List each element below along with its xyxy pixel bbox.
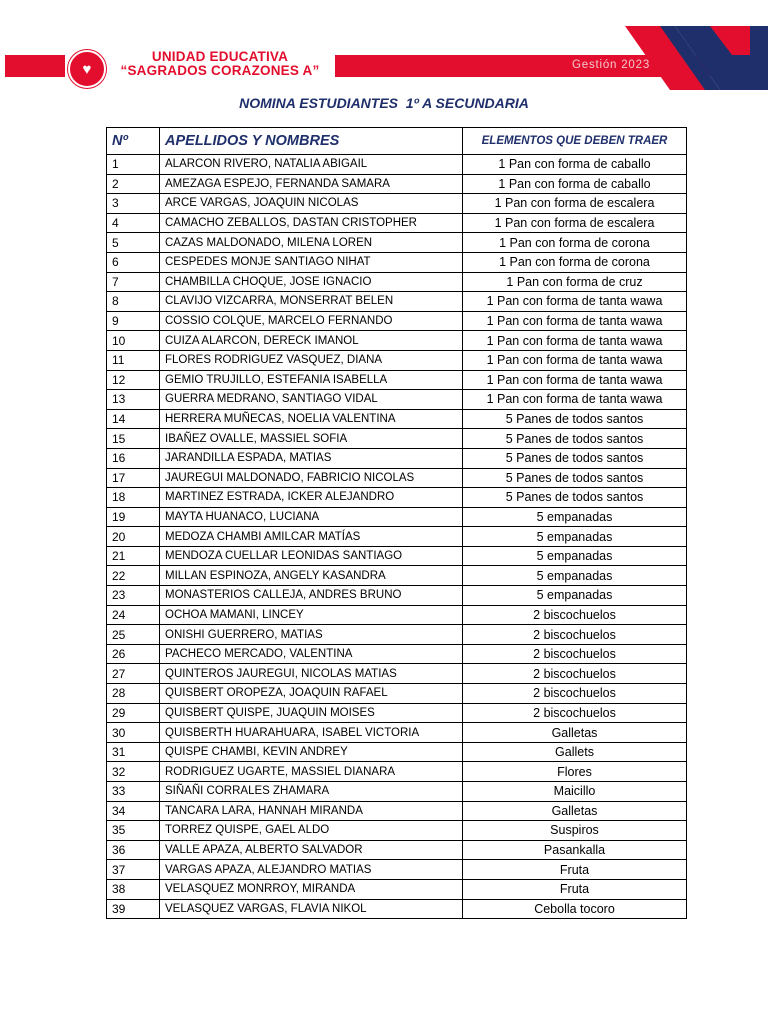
student-name: ONISHI GUERRERO, MATIAS: [160, 625, 463, 645]
student-name: HERRERA MUÑECAS, NOELIA VALENTINA: [160, 409, 463, 429]
student-name: TANCARA LARA, HANNAH MIRANDA: [160, 801, 463, 821]
school-name-line1: UNIDAD EDUCATIVA: [151, 49, 289, 64]
table-row: [107, 605, 687, 625]
student-name: VELASQUEZ MONRROY, MIRANDA: [160, 879, 463, 899]
student-name: MILLAN ESPINOZA, ANGELY KASANDRA: [160, 566, 463, 586]
row-number: 20: [107, 527, 160, 547]
student-name: JARANDILLA ESPADA, MATIAS: [160, 448, 463, 468]
student-name: QUISBERT QUISPE, JUAQUIN MOISES: [160, 703, 463, 723]
table-row: [107, 684, 687, 704]
school-name: [110, 50, 330, 78]
student-name: QUISPE CHAMBI, KEVIN ANDREY: [160, 742, 463, 762]
student-name: CAMACHO ZEBALLOS, DASTAN CRISTOPHER: [160, 213, 463, 233]
student-name: OCHOA MAMANI, LINCEY: [160, 605, 463, 625]
row-number: 2: [107, 174, 160, 194]
row-number: 3: [107, 194, 160, 214]
required-item: 5 Panes de todos santos: [463, 429, 687, 449]
required-item: 5 Panes de todos santos: [463, 468, 687, 488]
row-number: 39: [107, 899, 160, 919]
student-name: ARCE VARGAS, JOAQUIN NICOLAS: [160, 194, 463, 214]
required-item: 2 biscochuelos: [463, 605, 687, 625]
required-item: Gallets: [463, 742, 687, 762]
row-number: 1: [107, 155, 160, 175]
row-number: 28: [107, 684, 160, 704]
row-number: 15: [107, 429, 160, 449]
table-row: [107, 566, 687, 586]
row-number: 14: [107, 409, 160, 429]
table-row: [107, 252, 687, 272]
table-row: [107, 644, 687, 664]
row-number: 37: [107, 860, 160, 880]
corner-decoration-icon: [600, 0, 768, 100]
student-name: JAUREGUI MALDONADO, FABRICIO NICOLAS: [160, 468, 463, 488]
table-row: [107, 213, 687, 233]
row-number: 33: [107, 782, 160, 802]
student-name: CESPEDES MONJE SANTIAGO NIHAT: [160, 252, 463, 272]
student-name: QUISBERT OROPEZA, JOAQUIN RAFAEL: [160, 684, 463, 704]
row-number: 17: [107, 468, 160, 488]
required-item: 1 Pan con forma de tanta wawa: [463, 370, 687, 390]
student-name: PACHECO MERCADO, VALENTINA: [160, 644, 463, 664]
table-row: [107, 782, 687, 802]
required-item: Flores: [463, 762, 687, 782]
school-crest-icon: ♥: [68, 50, 106, 88]
required-item: 1 Pan con forma de tanta wawa: [463, 311, 687, 331]
row-number: 5: [107, 233, 160, 253]
row-number: 19: [107, 507, 160, 527]
student-name: TORREZ QUISPE, GAEL ALDO: [160, 821, 463, 841]
table-row: [107, 409, 687, 429]
student-name: IBAÑEZ OVALLE, MASSIEL SOFIA: [160, 429, 463, 449]
student-name: CHAMBILLA CHOQUE, JOSE IGNACIO: [160, 272, 463, 292]
student-name: VARGAS APAZA, ALEJANDRO MATIAS: [160, 860, 463, 880]
table-row: [107, 801, 687, 821]
row-number: 35: [107, 821, 160, 841]
required-item: Suspiros: [463, 821, 687, 841]
row-number: 29: [107, 703, 160, 723]
table-row: [107, 821, 687, 841]
row-number: 4: [107, 213, 160, 233]
table-row: [107, 194, 687, 214]
required-item: 1 Pan con forma de tanta wawa: [463, 390, 687, 410]
row-number: 13: [107, 390, 160, 410]
required-item: 5 empanadas: [463, 566, 687, 586]
required-item: 5 empanadas: [463, 586, 687, 606]
required-item: Maicillo: [463, 782, 687, 802]
row-number: 12: [107, 370, 160, 390]
required-item: 1 Pan con forma de caballo: [463, 155, 687, 175]
document-title: [0, 95, 768, 111]
table-header-row: [107, 128, 687, 155]
row-number: 7: [107, 272, 160, 292]
row-number: 22: [107, 566, 160, 586]
table-body: [107, 155, 687, 919]
table-row: [107, 625, 687, 645]
student-name: GUERRA MEDRANO, SANTIAGO VIDAL: [160, 390, 463, 410]
required-item: 1 Pan con forma de cruz: [463, 272, 687, 292]
required-item: 5 Panes de todos santos: [463, 488, 687, 508]
required-item: 1 Pan con forma de escalera: [463, 194, 687, 214]
column-header-items: ELEMENTOS QUE DEBEN TRAER: [463, 128, 687, 155]
student-name: VALLE APAZA, ALBERTO SALVADOR: [160, 840, 463, 860]
required-item: 2 biscochuelos: [463, 664, 687, 684]
school-name-line2: “SAGRADOS CORAZONES A”: [120, 63, 320, 78]
row-number: 6: [107, 252, 160, 272]
table-row: [107, 155, 687, 175]
row-number: 11: [107, 350, 160, 370]
column-header-names: APELLIDOS Y NOMBRES: [160, 128, 463, 155]
student-name: QUINTEROS JAUREGUI, NICOLAS MATIAS: [160, 664, 463, 684]
student-name: AMEZAGA ESPEJO, FERNANDA SAMARA: [160, 174, 463, 194]
student-name: RODRIGUEZ UGARTE, MASSIEL DIANARA: [160, 762, 463, 782]
row-number: 18: [107, 488, 160, 508]
table-row: [107, 429, 687, 449]
table-row: [107, 233, 687, 253]
table-row: [107, 350, 687, 370]
required-item: Cebolla tocoro: [463, 899, 687, 919]
row-number: 30: [107, 723, 160, 743]
row-number: 31: [107, 742, 160, 762]
required-item: 1 Pan con forma de tanta wawa: [463, 350, 687, 370]
gestion-year: Gestión 2023: [572, 59, 651, 71]
table-row: [107, 311, 687, 331]
required-item: Galletas: [463, 723, 687, 743]
required-item: 2 biscochuelos: [463, 703, 687, 723]
required-item: 1 Pan con forma de caballo: [463, 174, 687, 194]
required-item: 1 Pan con forma de escalera: [463, 213, 687, 233]
student-name: VELASQUEZ VARGAS, FLAVIA NIKOL: [160, 899, 463, 919]
table-row: [107, 586, 687, 606]
table-row: [107, 879, 687, 899]
row-number: 10: [107, 331, 160, 351]
row-number: 9: [107, 311, 160, 331]
student-name: MENDOZA CUELLAR LEONIDAS SANTIAGO: [160, 546, 463, 566]
required-item: 5 empanadas: [463, 507, 687, 527]
required-item: 5 Panes de todos santos: [463, 448, 687, 468]
row-number: 32: [107, 762, 160, 782]
student-name: MARTINEZ ESTRADA, ICKER ALEJANDRO: [160, 488, 463, 508]
table-row: [107, 703, 687, 723]
required-item: 1 Pan con forma de tanta wawa: [463, 331, 687, 351]
row-number: 23: [107, 586, 160, 606]
table-row: [107, 468, 687, 488]
required-item: 1 Pan con forma de tanta wawa: [463, 292, 687, 312]
table-row: [107, 390, 687, 410]
student-name: SIÑAÑI CORRALES ZHAMARA: [160, 782, 463, 802]
required-item: 1 Pan con forma de corona: [463, 252, 687, 272]
table-row: [107, 742, 687, 762]
student-name: COSSIO COLQUE, MARCELO FERNANDO: [160, 311, 463, 331]
student-name: MEDOZA CHAMBI AMILCAR MATÍAS: [160, 527, 463, 547]
required-item: 2 biscochuelos: [463, 684, 687, 704]
student-name: GEMIO TRUJILLO, ESTEFANIA ISABELLA: [160, 370, 463, 390]
table-row: [107, 664, 687, 684]
table-row: [107, 272, 687, 292]
table-row: [107, 488, 687, 508]
column-header-number: Nº: [107, 128, 160, 155]
student-name: FLORES RODRIGUEZ VASQUEZ, DIANA: [160, 350, 463, 370]
required-item: 5 empanadas: [463, 546, 687, 566]
row-number: 26: [107, 644, 160, 664]
header-band-left: [5, 55, 65, 77]
required-item: 5 Panes de todos santos: [463, 409, 687, 429]
required-item: Fruta: [463, 860, 687, 880]
row-number: 16: [107, 448, 160, 468]
page-header: [0, 0, 768, 100]
required-item: Galletas: [463, 801, 687, 821]
student-name: CLAVIJO VIZCARRA, MONSERRAT BELEN: [160, 292, 463, 312]
table-row: [107, 507, 687, 527]
row-number: 8: [107, 292, 160, 312]
table-row: [107, 762, 687, 782]
student-name: QUISBERTH HUARAHUARA, ISABEL VICTORIA: [160, 723, 463, 743]
table-row: [107, 174, 687, 194]
row-number: 25: [107, 625, 160, 645]
table-row: [107, 723, 687, 743]
table-row: [107, 527, 687, 547]
required-item: 2 biscochuelos: [463, 625, 687, 645]
student-name: CUIZA ALARCON, DERECK IMANOL: [160, 331, 463, 351]
row-number: 36: [107, 840, 160, 860]
row-number: 27: [107, 664, 160, 684]
row-number: 21: [107, 546, 160, 566]
table-row: [107, 448, 687, 468]
table-row: [107, 331, 687, 351]
required-item: 5 empanadas: [463, 527, 687, 547]
table-row: [107, 899, 687, 919]
student-name: CAZAS MALDONADO, MILENA LOREN: [160, 233, 463, 253]
table-row: [107, 546, 687, 566]
table-row: [107, 370, 687, 390]
required-item: 2 biscochuelos: [463, 644, 687, 664]
table-row: [107, 292, 687, 312]
required-item: Fruta: [463, 879, 687, 899]
student-name: MONASTERIOS CALLEJA, ANDRES BRUNO: [160, 586, 463, 606]
row-number: 34: [107, 801, 160, 821]
row-number: 38: [107, 879, 160, 899]
required-item: Pasankalla: [463, 840, 687, 860]
row-number: 24: [107, 605, 160, 625]
document-title-text: NOMINA ESTUDIANTES 1º A SECUNDARIA: [239, 95, 529, 111]
student-table: [106, 127, 687, 919]
required-item: 1 Pan con forma de corona: [463, 233, 687, 253]
student-name: ALARCON RIVERO, NATALIA ABIGAIL: [160, 155, 463, 175]
table-row: [107, 860, 687, 880]
student-name: MAYTA HUANACO, LUCIANA: [160, 507, 463, 527]
table-row: [107, 840, 687, 860]
